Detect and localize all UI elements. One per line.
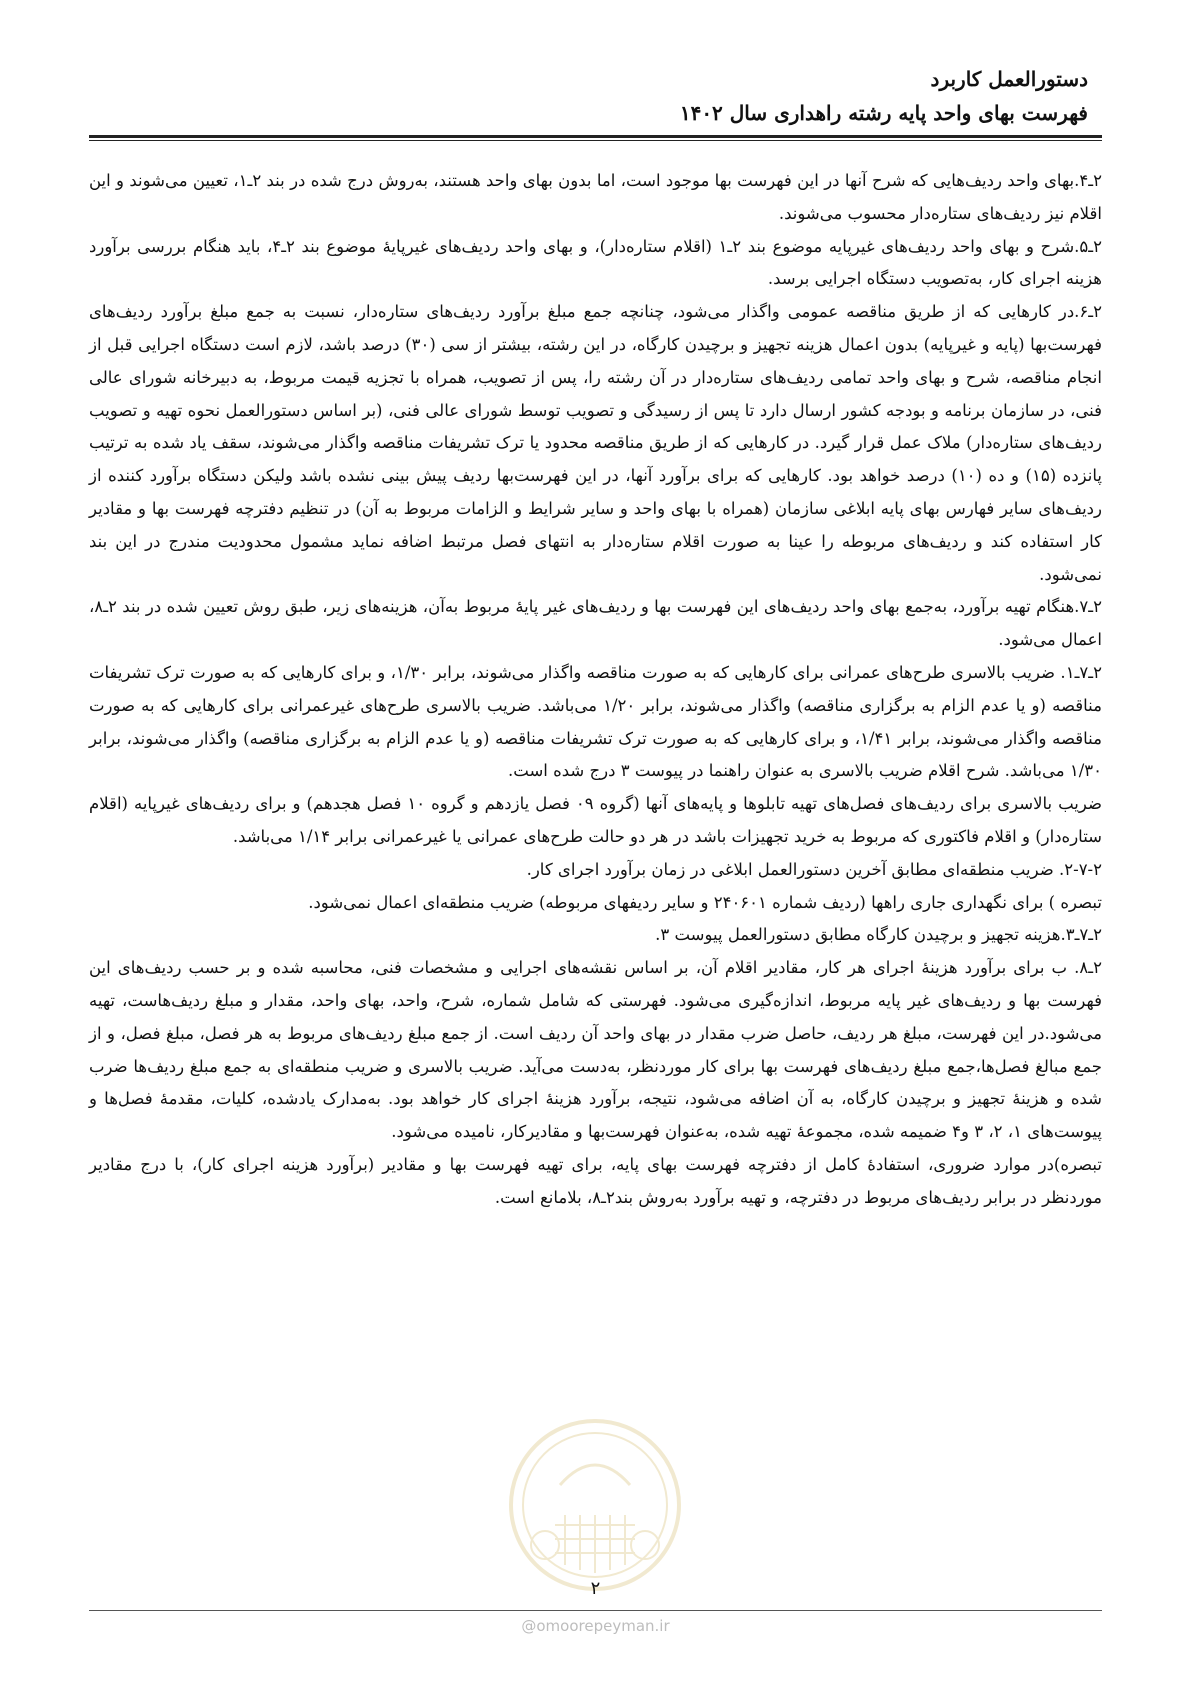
paragraph-2-8: ۲ـ۸. ب برای برآورد هزینهٔ اجرای هر کار، مقادیر اقلام آن، بر اساس نقشه‌های اجرایی و مشخصات فنی، محاسبه شده و بر حسب ردیف‌های این فهرست بها و ردیف‌های غیر پایه مربوط، اندازه‌گیری می‌شود. فهرستی که شامل شماره، شرح، واحد، بهای واحد، مقدار و مبلغ ردیف‌هاست، تهیه می‌شود.در این فهرست، مبلغ هر ردیف، حاصل ضرب مقدار در بهای واحد آن ردیف است. از جمع مبلغ ردیف‌های مربوط به هر فصل، مبلغ فصل، و از جمع مبالغ فصل‌ها،جمع مبلغ ردیف‌های فهرست بها برای کار موردنظر، به‌دست می‌آید. ضریب بالاسری و ضریب منطقه‌ای به جمع مبلغ ردیف‌ها ضرب شده و هزینهٔ تجهیز و برچیدن کارگاه، به آن اضافه می‌شود، نتیجه، برآورد هزینهٔ اجرای کار خواهد بود. به‌مدارک یادشده، کلیات، مقدمهٔ فصل‌ها و پیوست‌های ۱، ۲، ۳ و۴ ضمیمه شده، مجموعهٔ تهیه شده، به‌عنوان فهرست‌بها و مقادیرکار، نامیده می‌شود.	[89, 958, 1102, 1142]
document-header	[103, 62, 1088, 130]
page-number: ۲	[590, 1578, 601, 1599]
paragraph-overhead-factor: ضریب بالاسری برای ردیف‌های فصل‌های تهیه تابلوها و پایه‌های آنها (گروه ۰۹ فصل یازدهم و گروه ۱۰ فصل هجدهم) و برای ردیف‌های غیرپایه (اقلام ستاره‌دار) و اقلام فاکتوری که مربوط به خرید تجهیزات باشد در هر دو حالت طرح‌های عمرانی یا غیرعمرانی برابر ۱/۱۴ می‌باشد.	[89, 794, 1103, 846]
watermark-seal-logo	[505, 1415, 685, 1595]
paragraph-note-maintenance: تبصره ) برای نگهداری جاری راهها (ردیف شماره ۲۴۰۶۰۱ و سایر ردیفهای مربوطه) ضریب منطقه‌ای اعمال نمی‌شود.	[308, 892, 1102, 912]
document-body	[89, 165, 1102, 1215]
header-rule-thin	[89, 140, 1102, 141]
paragraph-2-7-3: ۲ـ۷ـ۳.هزینه تجهیز و برچیدن کارگاه مطابق دستورالعمل پیوست ۳.	[655, 925, 1102, 945]
header-rule-thick	[89, 135, 1102, 138]
header-title-line-2: فهرست بهای واحد پایه رشته راهداری سال ۱۴۰۲	[679, 101, 1088, 125]
paragraph-2-7: ۲ـ۷.هنگام تهیه برآورد، به‌جمع بهای واحد ردیف‌های این فهرست بها و ردیف‌های غیر پایهٔ مربوط به‌آن، هزینه‌های زیر، طبق روش تعیین شده در بند ۲ـ۸، اعمال می‌شود.	[89, 597, 1102, 650]
paragraph-2-7-2: ۲-۷-۲. ضریب منطقه‌ای مطابق آخرین دستورالعمل ابلاغی در زمان برآورد اجرای کار.	[526, 859, 1102, 879]
paragraph-2-6: ۲ـ۶.در کارهایی که از طریق مناقصه عمومی واگذار می‌شود، چنانچه جمع مبلغ برآورد ردیف‌های ستاره‌دار، نسبت به جمع مبلغ برآورد ردیف‌های فهرست‌بها (پایه و غیرپایه) بدون اعمال هزینه تجهیز و برچیدن کارگاه، در این رشته، بیشتر از سی (۳۰) درصد باشد، لازم است دستگاه اجرایی قبل از انجام مناقصه، شرح و بهای واحد تمامی ردیف‌های ستاره‌دار در آن رشته را، پس از تصویب، همراه با تجزیه قیمت مربوط، به دبیرخانه شورای عالی فنی، در سازمان برنامه و بودجه کشور ارسال دارد تا پس از رسیدگی و تصویب توسط شورای عالی فنی، (بر اساس دستورالعمل نحوه تهیه و تصویب ردیف‌های ستاره‌دار) ملاک عمل قرار گیرد. در کارهایی که از طریق مناقصه محدود یا ترک تشریفات مناقصه واگذار می‌شوند، سقف یاد شده به ترتیب پانزده (۱۵) و ده (۱۰) درصد خواهد بود. کارهایی که برای برآورد آنها، در این فهرست‌بها ردیف پیش بینی نشده باشد ولیکن دستگاه برآورد کننده از ردیف‌های سایر فهارس بهای پایه ابلاغی سازمان (همراه با بهای واحد و سایر شرایط و الزامات مربوط به آن) در تنظیم دفترچه فهرست بها و مقادیر کار استفاده کند و ردیف‌های مربوطه را عینا به صورت اقلام ستاره‌دار به انتهای فصل مرتبط اضافه نماید مشمول محدودیت مندرج در این بند نمی‌شود.	[89, 302, 1103, 584]
paragraph-2-5: ۲ـ۵.شرح و بهای واحد ردیف‌های غیرپایه موضوع بند ۲ـ۱ (اقلام ستاره‌دار)، و بهای واحد ردیف‌های غیرپایهٔ موضوع بند ۲ـ۴، باید هنگام بررسی برآورد هزینه اجرای کار، به‌تصویب دستگاه اجرایی برسد.	[89, 236, 1102, 289]
header-title-line-1: دستورالعمل کاربرد	[930, 67, 1088, 91]
paragraph-2-4: ۲ـ۴.بهای واحد ردیف‌هایی که شرح آنها در این فهرست بها موجود است، اما بدون بهای واحد هستند، به‌روش درج شده در بند ۲ـ۱، تعیین می‌شوند و این اقلام نیز ردیف‌های ستاره‌دار محسوب می‌شوند.	[89, 171, 1102, 223]
watermark-url: @omoorepeyman.ir	[521, 1617, 670, 1635]
paragraph-2-7-1: ۲ـ۷ـ۱. ضریب بالاسری طرح‌های عمرانی برای کارهایی که به صورت مناقصه واگذار می‌شوند، برابر ۱/۳۰، و برای کارهایی که به صورت ترک تشریفات مناقصه (و یا عدم الزام به برگزاری مناقصه) واگذار می‌شوند، برابر ۱/۲۰ می‌باشد. ضریب بالاسری طرح‌های غیرعمرانی برای کارهایی که به صورت مناقصه واگذار می‌شوند، برابر ۱/۴۱، و برای کارهایی که به صورت ترک تشریفات مناقصه (و یا عدم الزام به برگزاری مناقصه) واگذار می‌شوند، برابر ۱/۳۰ می‌باشد. شرح اقلام ضریب بالاسری به عنوان راهنما در پیوست ۳ درج شده است.	[89, 662, 1103, 781]
footer-rule	[89, 1610, 1102, 1611]
paragraph-note-usage: تبصره)در موارد ضروری، استفادهٔ کامل از دفترچه فهرست بهای پایه، برای تهیه فهرست بها و مقادیر (برآورد هزینه اجرای کار)، با درج مقادیر موردنظر در برابر ردیف‌های مربوط در دفترچه، و تهیه برآورد به‌روش بند۲ـ۸، بلامانع است.	[89, 1154, 1102, 1207]
